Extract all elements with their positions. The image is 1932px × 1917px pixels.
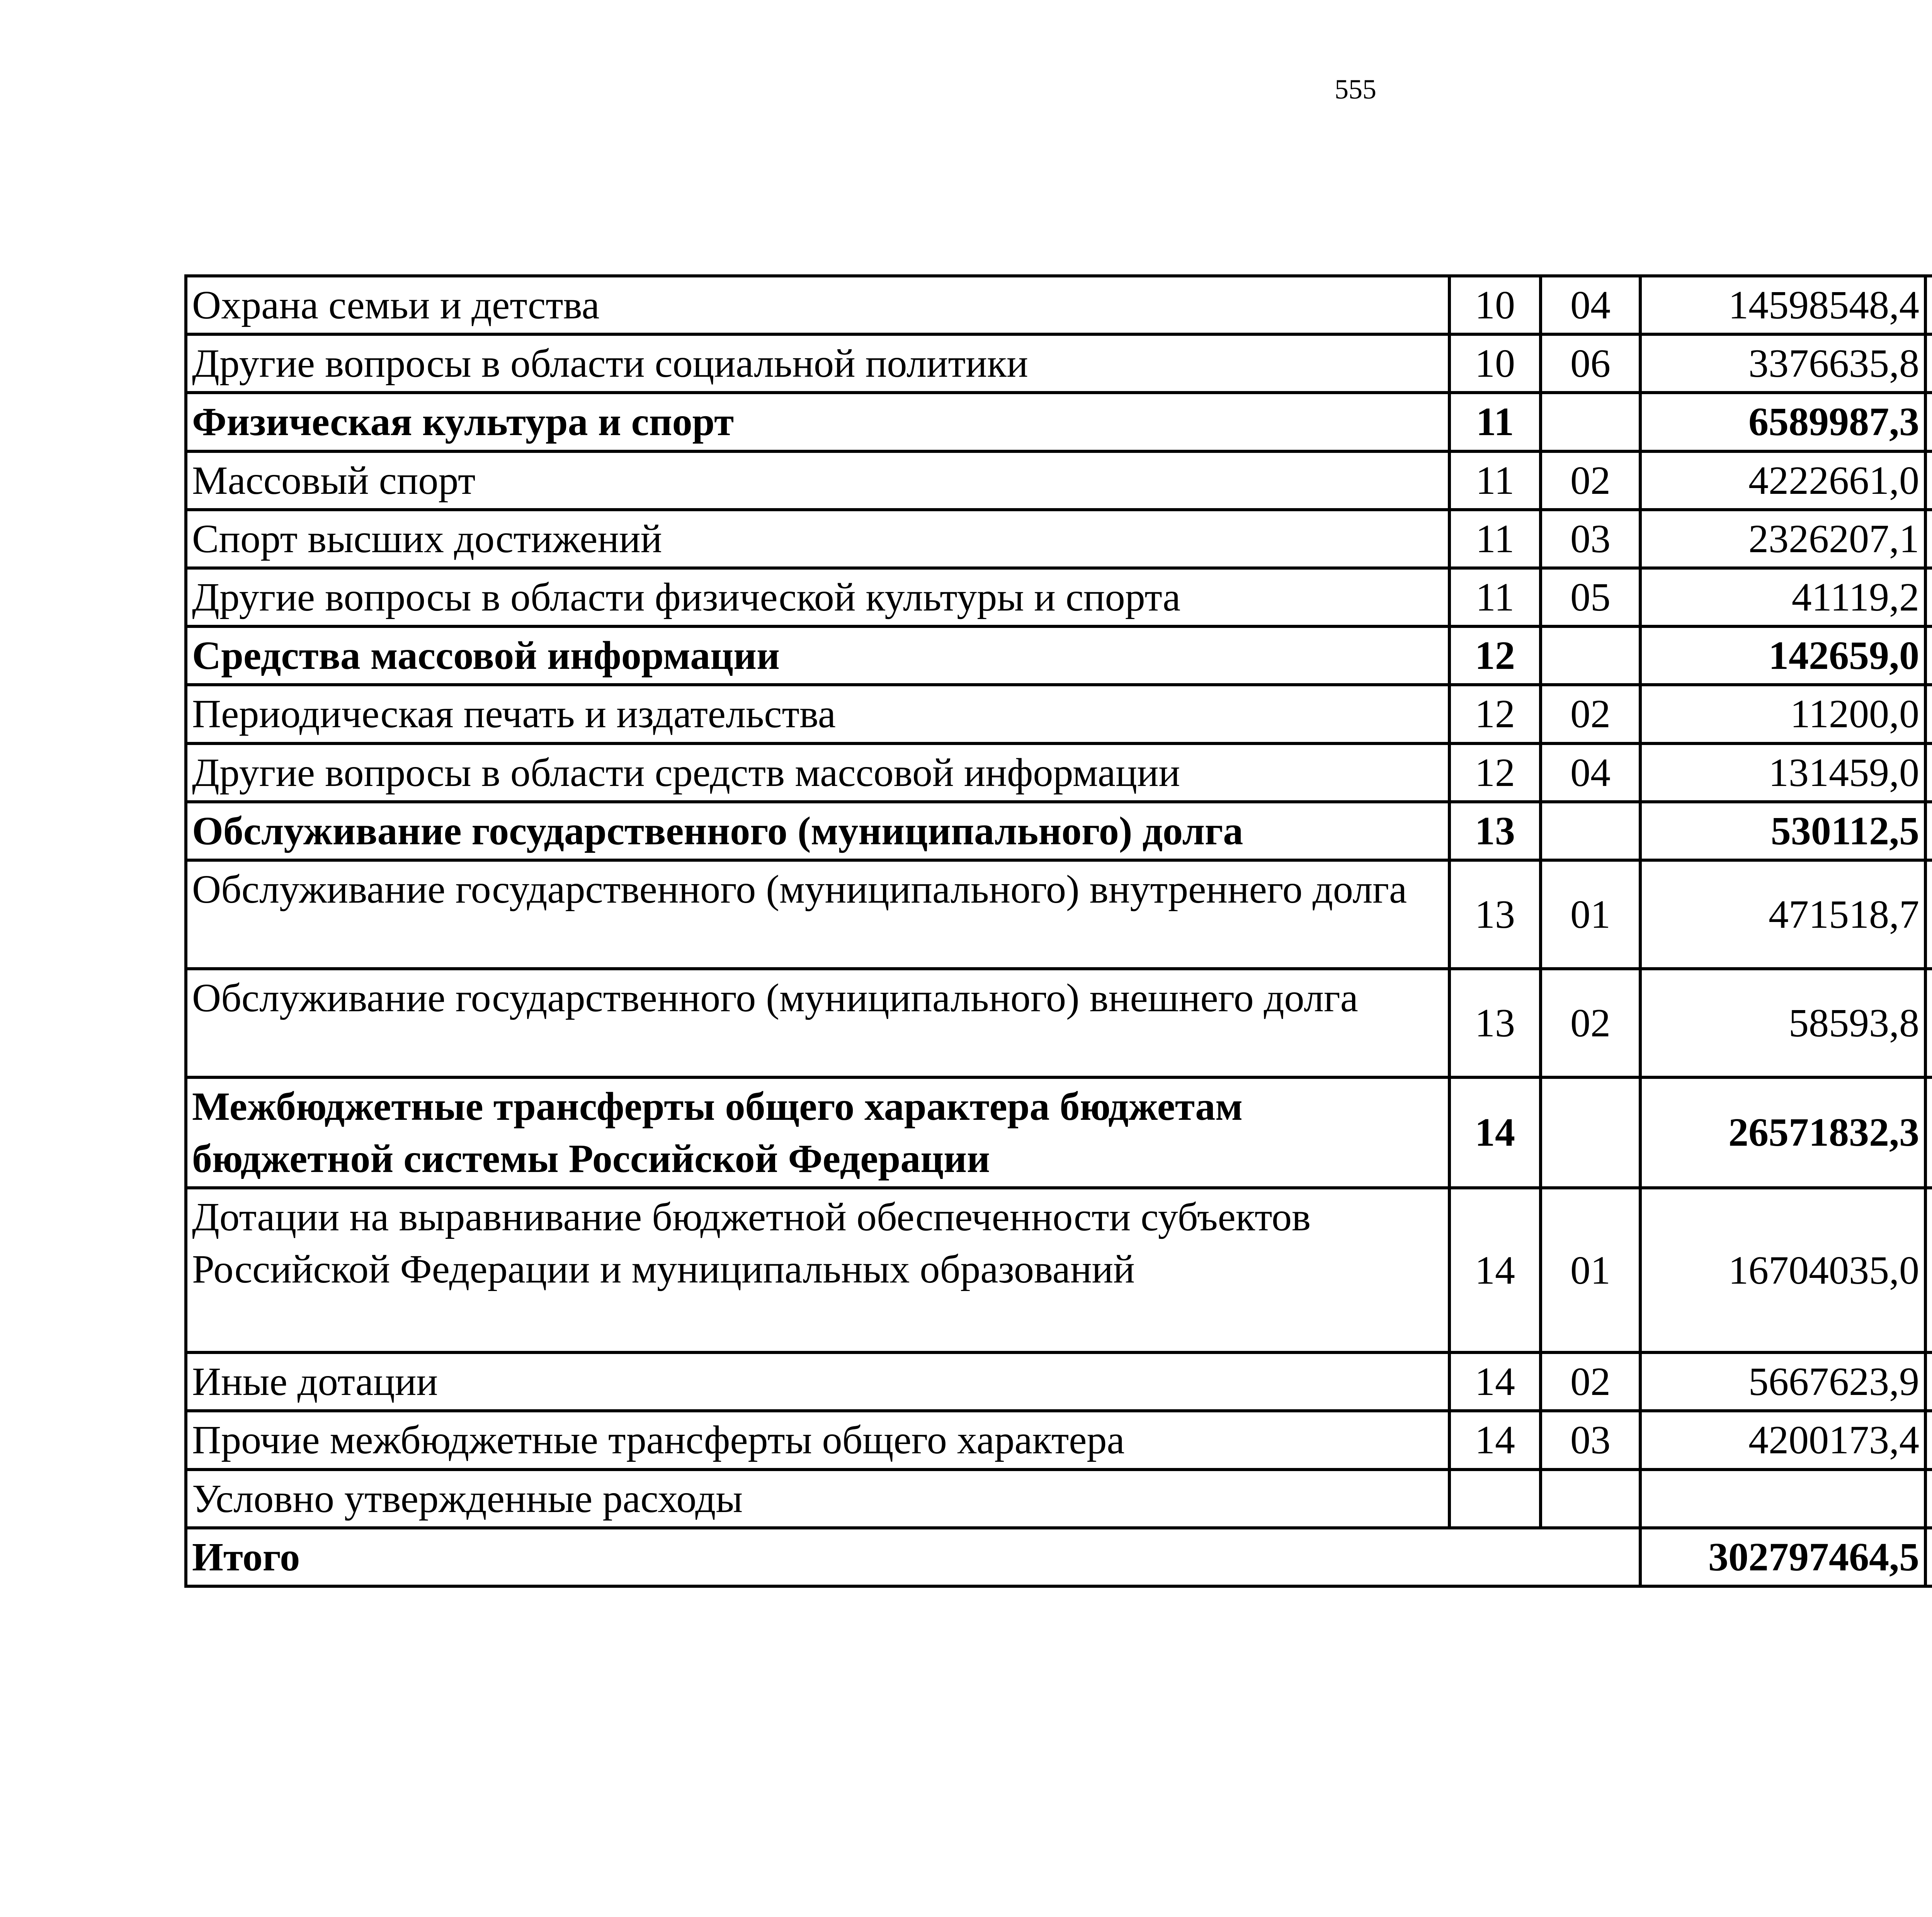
- row-name: Другие вопросы в области физической культуры и спорта: [186, 568, 1449, 626]
- row-section-code: [1449, 1470, 1541, 1528]
- row-year-1-amount: 6589987,3: [1640, 393, 1925, 451]
- row-subsection-code: 02: [1541, 969, 1640, 1077]
- row-name: Другие вопросы в области средств массовой информации: [186, 743, 1449, 802]
- row-subsection-code: 03: [1541, 510, 1640, 568]
- row-year-1-amount: 11200,0: [1640, 685, 1925, 743]
- row-year-1-amount: [1640, 1470, 1925, 1528]
- row-year-2-amount: [1925, 1077, 1932, 1188]
- row-year-2-amount: [1925, 1470, 1932, 1528]
- row-subsection-code: [1541, 802, 1640, 860]
- row-year-2-amount: [1925, 334, 1932, 393]
- row-year-2-amount: [1925, 568, 1932, 626]
- row-year-1-amount: 3376635,8: [1640, 334, 1925, 393]
- total-label: Итого: [186, 1528, 1640, 1586]
- row-subsection-code: 03: [1541, 1411, 1640, 1469]
- row-year-2-amount: [1925, 969, 1932, 1077]
- row-year-1-amount: 41119,2: [1640, 568, 1925, 626]
- table-row: [186, 1352, 1932, 1411]
- total-year-2: [1925, 1528, 1932, 1586]
- row-section-code: 12: [1449, 743, 1541, 802]
- row-subsection-code: 04: [1541, 276, 1640, 334]
- table-row: [186, 334, 1932, 393]
- table-row: [186, 860, 1932, 969]
- table-row: [186, 1077, 1932, 1188]
- row-year-1-amount: 131459,0: [1640, 743, 1925, 802]
- row-name: Периодическая печать и издательства: [186, 685, 1449, 743]
- row-year-2-amount: [1925, 276, 1932, 334]
- row-name: Охрана семьи и детства: [186, 276, 1449, 334]
- row-section-code: 13: [1449, 860, 1541, 969]
- table-row: [186, 276, 1932, 334]
- row-section-code: 13: [1449, 802, 1541, 860]
- row-year-2-amount: [1925, 1411, 1932, 1469]
- row-name: Другие вопросы в области социальной политики: [186, 334, 1449, 393]
- row-name: Межбюджетные трансферты общего характера бюджетам бюджетной системы Российской Федерации: [186, 1077, 1449, 1188]
- row-year-1-amount: 16704035,0: [1640, 1188, 1925, 1352]
- budget-table-total: [186, 1528, 1932, 1586]
- row-name: Средства массовой информации: [186, 626, 1449, 685]
- row-name: Прочие межбюджетные трансферты общего характера: [186, 1411, 1449, 1469]
- row-year-1-amount: 4200173,4: [1640, 1411, 1925, 1469]
- row-year-2-amount: [1925, 860, 1932, 969]
- row-subsection-code: 05: [1541, 568, 1640, 626]
- table-row: [186, 802, 1932, 860]
- row-year-1-amount: 4222661,0: [1640, 451, 1925, 510]
- row-year-2-amount: [1925, 685, 1932, 743]
- row-section-code: 14: [1449, 1188, 1541, 1352]
- table-row: [186, 626, 1932, 685]
- table-row: [186, 969, 1932, 1077]
- row-name: Иные дотации: [186, 1352, 1449, 1411]
- row-section-code: 12: [1449, 626, 1541, 685]
- row-year-2-amount: [1925, 510, 1932, 568]
- row-section-code: 10: [1449, 276, 1541, 334]
- row-name: Дотации на выравнивание бюджетной обеспеченности субъектов Российской Федерации и муниципальных образований: [186, 1188, 1449, 1352]
- table-row: [186, 685, 1932, 743]
- row-section-code: 13: [1449, 969, 1541, 1077]
- row-name: Обслуживание государственного (муниципального) внутреннего долга: [186, 860, 1449, 969]
- row-name: Спорт высших достижений: [186, 510, 1449, 568]
- row-subsection-code: 04: [1541, 743, 1640, 802]
- row-name: Физическая культура и спорт: [186, 393, 1449, 451]
- budget-table: [184, 274, 1932, 1588]
- row-subsection-code: 01: [1541, 1188, 1640, 1352]
- row-section-code: 11: [1449, 393, 1541, 451]
- row-name: Обслуживание государственного (муниципального) внешнего долга: [186, 969, 1449, 1077]
- table-row: [186, 393, 1932, 451]
- row-subsection-code: [1541, 1077, 1640, 1188]
- row-year-1-amount: 530112,5: [1640, 802, 1925, 860]
- row-name: Массовый спорт: [186, 451, 1449, 510]
- table-row: [186, 510, 1932, 568]
- table-row: [186, 1470, 1932, 1528]
- row-year-1-amount: 471518,7: [1640, 860, 1925, 969]
- row-year-2-amount: [1925, 451, 1932, 510]
- row-subsection-code: 02: [1541, 1352, 1640, 1411]
- row-section-code: 11: [1449, 510, 1541, 568]
- row-section-code: 14: [1449, 1352, 1541, 1411]
- row-year-2-amount: [1925, 626, 1932, 685]
- total-row: [186, 1528, 1932, 1586]
- row-year-1-amount: 5667623,9: [1640, 1352, 1925, 1411]
- page-number: 555: [1335, 74, 1376, 105]
- table-row: [186, 568, 1932, 626]
- row-subsection-code: 01: [1541, 860, 1640, 969]
- table-row: [186, 451, 1932, 510]
- row-subsection-code: 06: [1541, 334, 1640, 393]
- total-year-1: 302797464,5: [1640, 1528, 1925, 1586]
- table-row: [186, 1188, 1932, 1352]
- row-section-code: 14: [1449, 1411, 1541, 1469]
- row-year-1-amount: 26571832,3: [1640, 1077, 1925, 1188]
- row-year-2-amount: [1925, 1188, 1932, 1352]
- row-year-1-amount: 142659,0: [1640, 626, 1925, 685]
- row-subsection-code: 02: [1541, 685, 1640, 743]
- row-section-code: 11: [1449, 568, 1541, 626]
- row-subsection-code: [1541, 393, 1640, 451]
- row-section-code: 11: [1449, 451, 1541, 510]
- row-section-code: 10: [1449, 334, 1541, 393]
- row-year-2-amount: [1925, 1352, 1932, 1411]
- row-subsection-code: [1541, 1470, 1640, 1528]
- row-year-1-amount: 14598548,4: [1640, 276, 1925, 334]
- row-year-2-amount: [1925, 393, 1932, 451]
- row-year-1-amount: 2326207,1: [1640, 510, 1925, 568]
- table-row: [186, 1411, 1932, 1469]
- row-section-code: 14: [1449, 1077, 1541, 1188]
- row-section-code: 12: [1449, 685, 1541, 743]
- row-name: Обслуживание государственного (муниципального) долга: [186, 802, 1449, 860]
- row-subsection-code: [1541, 626, 1640, 685]
- row-year-2-amount: [1925, 802, 1932, 860]
- row-subsection-code: 02: [1541, 451, 1640, 510]
- row-name: Условно утвержденные расходы: [186, 1470, 1449, 1528]
- row-year-2-amount: [1925, 743, 1932, 802]
- row-year-1-amount: 58593,8: [1640, 969, 1925, 1077]
- budget-table-body: [186, 276, 1932, 1528]
- table-row: [186, 743, 1932, 802]
